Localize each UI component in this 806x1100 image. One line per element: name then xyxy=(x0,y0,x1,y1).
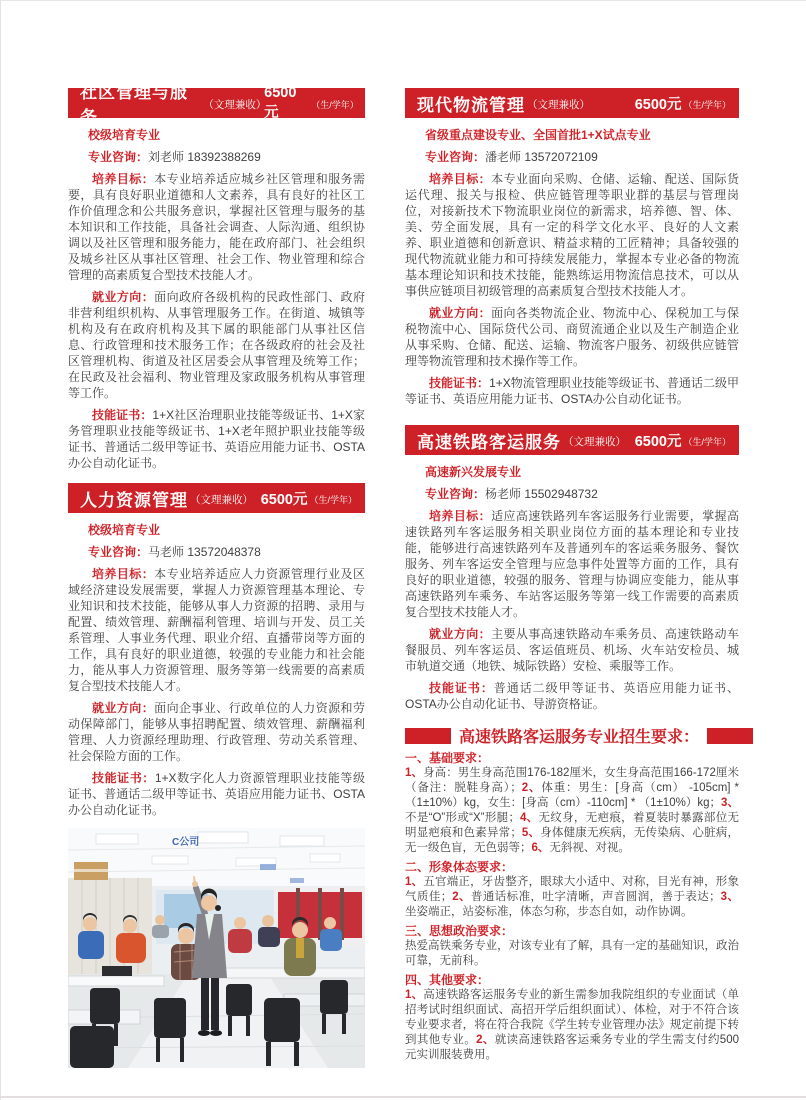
requirements-group-heading: 一、基础要求： xyxy=(405,751,490,765)
program-header xyxy=(405,425,739,455)
goal-text: 本专业培养适应城乡社区管理和服务需要，具有良好职业道德和人文素养，具有良好的社区工作价值理念和公共服务意识，掌握社区管理与服务的基本知识和工作技能，具备社会调查、人际沟通、组织协调以及社区管理和服务能力，能在政府部门、社会组织及城乡社区从事社区管理、社会工作、物业管理和综合管理的高素质复合型技术技能人才。 xyxy=(68,172,365,282)
jobs-paragraph xyxy=(405,305,739,369)
jobs-paragraph xyxy=(68,289,365,401)
program-tuition: 6500元 xyxy=(634,433,682,450)
left-column xyxy=(68,83,365,1068)
consult-contact: 刘老师 18392388269 xyxy=(148,150,261,164)
goal-paragraph xyxy=(405,171,739,299)
requirements-group-heading: 四、其他要求： xyxy=(405,973,490,987)
requirements-group-heading: 三、思想政治要求： xyxy=(405,924,514,938)
requirements-group-body: 1、高速铁路客运服务专业的新生需参加我院组织的专业面试（单招考试时组织面试、高招开学后组织面试）、体检，对于不符合该专业要求者，将在符合我院《学生转专业管理办法》规定前提下转到其他专业。2、就读高速铁路客运乘务专业的学生需支付约500元实训服装费用。 xyxy=(405,989,739,1061)
requirements-header xyxy=(405,724,739,747)
requirements-group-body: 1、五官端正，牙齿整齐，眼球大小适中、对称，目光有神，形象气质佳；2、普通话标准，吐字清晰，声音圆润，善于表达；3、坐姿端正，站姿标准，体态匀称，步态自如，动作协调。 xyxy=(405,876,739,918)
jobs-text: 主要从事高速铁路动车乘务员、高速铁路动车餐服员、列车客运员、客运值班员、机场、火车站安检员、城市轨道交通（地铁、城际铁路）安检、乘服等工作。 xyxy=(405,627,739,673)
consult-label: 专业咨询： xyxy=(88,545,149,559)
requirements-group-heading: 二、形象体态要求： xyxy=(405,860,514,874)
program-card-rail xyxy=(405,425,739,712)
program-tuition: 6500元 xyxy=(264,84,297,121)
goal-paragraph xyxy=(405,508,739,620)
page-border-top xyxy=(0,0,806,1)
program-card-logistics xyxy=(405,88,739,407)
cert-label: 技能证书： xyxy=(92,408,153,422)
program-consult-line xyxy=(88,543,365,560)
goal-text: 本专业培养适应人力资源管理行业及区域经济建设发展需要，掌握人力资源管理基本理论、专业知识和技术技能，能够从事人力资源的招聘、录用与配置、绩效管理、薪酬福利管理、培训与开发、员工关系管理、人事业务代理、职业介绍、直播带岗等方面的工作，具有良好的职业道德，较强的专业能力和社会能力，能从事人力资源管理、服务等第一线需要的高素质复合型技术技能人才。 xyxy=(68,567,365,693)
cert-paragraph xyxy=(405,375,739,407)
goal-paragraph xyxy=(68,566,365,694)
requirements-title: 高速铁路客运服务专业招生要求： xyxy=(459,729,700,746)
jobs-text: 面向企事业、行政单位的人力资源和劳动保障部门，能够从事招聘配置、绩效管理、薪酬福利管理、人力资源经理助理、行政管理、劳动关系管理、社会保险方面的工作。 xyxy=(68,701,365,763)
jobs-label: 就业方向： xyxy=(429,627,492,641)
requirements-group-body: 热爱高铁乘务专业，对该专业有了解，具有一定的基础知识，政治可靠，无前科。 xyxy=(405,940,739,967)
program-tuition-unit: （生/学年） xyxy=(683,100,731,110)
program-tuition: 6500元 xyxy=(634,96,682,113)
goal-label: 培养目标： xyxy=(92,567,155,581)
cert-label: 技能证书： xyxy=(429,681,494,695)
requirements-group-political xyxy=(405,924,739,969)
program-card-community xyxy=(68,83,365,471)
program-admission-note: （文理兼收） xyxy=(190,494,253,506)
cert-paragraph xyxy=(405,680,739,712)
cert-text: 1+X物流管理职业技能等级证书、普通话二级甲等证书、英语应用能力证书、OSTA办公自动化证书。 xyxy=(405,376,739,406)
goal-text: 本专业面向采购、仓储、运输、配送、国际货运代理、报关与报检、供应链管理等职业群的基层与管理岗位，对接新技术下物流职业岗位的新需求，培养德、智、体、美、劳全面发展，具有一定的科学文化水平、良好的人文素养、职业道德和创新意识、精益求精的工匠精神；具备较强的现代物流就业能力和可持续发展能力，掌握本专业必备的物流基本理论知识和技术技能，能熟练运用物流信息技术，可以从事供应链项目初级管理的高素质复合型技术技能人才。 xyxy=(405,172,739,298)
program-header xyxy=(405,88,739,118)
consult-contact: 杨老师 15502948732 xyxy=(485,487,598,501)
program-tuition-unit: （生/学年） xyxy=(311,100,359,110)
consult-label: 专业咨询： xyxy=(88,150,149,164)
program-admission-note: （文理兼收） xyxy=(527,99,590,111)
program-tuition-unit: （生/学年） xyxy=(683,437,731,447)
program-tuition-unit: （生/学年） xyxy=(309,495,357,505)
program-badge: 省级重点建设专业、全国首批1+X试点专业 xyxy=(425,128,651,142)
program-title: 高速铁路客运服务 xyxy=(417,432,561,452)
cert-label: 技能证书： xyxy=(429,376,490,390)
goal-text: 适应高速铁路列车客运服务行业需要，掌握高速铁路列车客运服务相关职业岗位方面的基本理论和专业技能，能够进行高速铁路列车及普通列车的客运乘务服务、餐饮服务、列车客运安全管理与应急事件处置等方面的工作，具有良好的职业道德，较强的服务、管理与协调应变能力，能从事高速铁路列车乘务、车站客运服务等第一线工作需要的高素质复合型技术技能人才。 xyxy=(405,509,739,619)
cert-paragraph xyxy=(68,770,365,818)
cert-label: 技能证书： xyxy=(92,771,155,785)
cert-text: 1+X社区治理职业技能等级证书、1+X家务管理职业技能等级证书、1+X老年照护职业技能等级证书、普通话二级甲等证书、英语应用能力证书、OSTA办公自动化证书。 xyxy=(68,408,365,470)
cert-text: 普通话二级甲等证书、英语应用能力证书、OSTA办公自动化证书、导游资格证。 xyxy=(405,681,739,711)
jobs-text: 面向政府各级机构的民政性部门、政府非营利组织机构、从事管理服务工作。在街道、城镇等机构及有在政府机构及其下属的职能部门从事社区信息、行政管理和技术服务工作；在各级政府的社会及社区管理机构、街道及社区居委会从事管理及统筹工作；在民政及社会福利、物业管理及家政服务机构从事管理等工作。 xyxy=(68,290,365,400)
requirements-group-basic xyxy=(405,751,739,856)
goal-label: 培养目标： xyxy=(429,172,492,186)
jobs-paragraph xyxy=(405,626,739,674)
classroom-photo xyxy=(68,828,365,1068)
page-border-bottom xyxy=(0,1096,806,1098)
cert-paragraph xyxy=(68,407,365,471)
red-bar-right xyxy=(707,728,753,744)
program-card-hr xyxy=(68,483,365,818)
goal-label: 培养目标： xyxy=(92,172,155,186)
right-column xyxy=(405,88,739,1063)
consult-label: 专业咨询： xyxy=(425,150,486,164)
goal-label: 培养目标： xyxy=(429,509,492,523)
program-header xyxy=(68,483,365,513)
program-consult-line xyxy=(425,148,739,165)
program-title: 人力资源管理 xyxy=(80,490,188,510)
company-sign-text: C公司 xyxy=(172,837,200,848)
red-bar-left xyxy=(405,728,451,744)
program-consult-line xyxy=(88,148,365,165)
jobs-label: 就业方向： xyxy=(429,306,492,320)
jobs-label: 就业方向： xyxy=(92,290,155,304)
goal-paragraph xyxy=(68,171,365,283)
program-header xyxy=(68,83,365,127)
program-badge: 校级培育专业 xyxy=(88,523,161,537)
program-admission-note: （文理兼收） xyxy=(203,99,267,111)
jobs-text: 面向各类物流企业、物流中心、保税加工与保税物流中心、国际贷代公司、商贸流通企业以及生产制造企业从事采购、仓储、配送、运输、物流客户服务、初级供应链管理等物流管理和技术操作等工作。 xyxy=(405,306,739,368)
page-border-left xyxy=(0,0,1,1100)
jobs-paragraph xyxy=(68,700,365,764)
program-title: 现代物流管理 xyxy=(417,95,525,115)
requirements-group-body: 1、身高：男生身高范围176-182厘米，女生身高范围166-172厘米（备注：脱鞋身高）；2、体重：男生：[身高（cm） -105cm] *（1±10%）kg，女生：[身高（cm）-110cm] * （1±10%）kg；3、不是“O”形或“X”形腿；4、无纹身，无疤痕，着夏装时暴露部位无明显疤痕和色素异常；5、身体健康无疾病，无传染病、心脏病，无一级色盲，无色弱等；6、无斜视、对视。 xyxy=(405,767,740,854)
consult-label: 专业咨询： xyxy=(425,487,486,501)
program-admission-note: （文理兼收） xyxy=(563,436,626,448)
requirements-group-other xyxy=(405,973,739,1063)
program-badge: 校级培育专业 xyxy=(88,128,161,142)
consult-contact: 潘老师 13572072109 xyxy=(485,150,598,164)
consult-contact: 马老师 13572048378 xyxy=(148,545,261,559)
requirements-group-appearance xyxy=(405,860,739,920)
jobs-label: 就业方向： xyxy=(92,701,155,715)
cert-text: 1+X数字化人力资源管理职业技能等级证书、普通话二级甲等证书、英语应用能力证书、OSTA办公自动化证书。 xyxy=(68,771,365,817)
program-consult-line xyxy=(425,485,739,502)
program-title: 社区管理与服务 xyxy=(80,83,188,127)
program-tuition: 6500元 xyxy=(260,491,308,508)
program-badge: 高速新兴发展专业 xyxy=(425,465,522,479)
